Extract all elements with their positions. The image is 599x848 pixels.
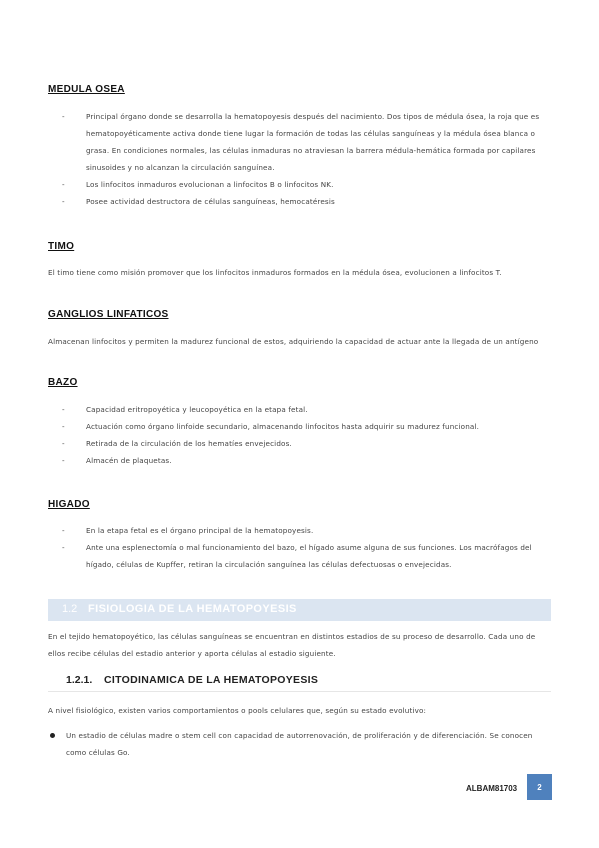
list-higado (62, 522, 552, 573)
page-number: 2 (527, 774, 552, 800)
section-title: FISIOLOGIA DE LA HEMATOPOYESIS (88, 603, 297, 615)
subsection-title: CITODINAMICA DE LA HEMATOPOYESIS (104, 674, 319, 686)
bullet-icon (50, 733, 55, 738)
paragraph-ganglios: Almacenan linfocitos y permiten la madurez funcional de estos, adquiriendo la capacidad de actuar ante la llegada de un antígeno (48, 337, 539, 346)
bullet-list-citodinamica (48, 727, 548, 761)
footer-label: ALBAM81703 (466, 784, 518, 793)
list-item: - Capacidad eritropoyética y leucopoyética en la etapa fetal. (62, 405, 308, 414)
subsection-number: 1.2.1. (66, 674, 93, 686)
section-number: 1.2 (62, 603, 78, 615)
list-item: - Posee actividad destructora de células sanguíneas, hemocatéresis (62, 197, 335, 206)
paragraph-fisiologia: En el tejido hematopoyético, las células sanguíneas se encuentran en distintos estadios de su proceso de desarrollo. Cada uno de ellos recibe células del estadio anterior y aporta células al estadio siguiente. (48, 632, 536, 658)
section-band-fisiologia (48, 599, 551, 621)
heading-higado: HIGADO (48, 499, 90, 510)
list-item: - Ante una esplenectomía o mal funcionamiento del bazo, el hígado asume alguna de sus funciones. Los macrófagos del hígado, células de Kupffer, retiran la circulación sanguínea las células defectuosas o envejecidas. (62, 543, 532, 569)
heading-timo: TIMO (48, 241, 75, 252)
list-medula (62, 108, 552, 210)
heading-ganglios: GANGLIOS LINFATICOS (48, 309, 169, 320)
heading-bazo: BAZO (48, 377, 78, 388)
list-item: - Retirada de la circulación de los hematíes envejecidos. (62, 439, 292, 448)
paragraph-citodinamica: A nivel fisiológico, existen varios comportamientos o pools celulares que, según su estado evolutivo: (48, 706, 427, 715)
list-item: - Actuación como órgano linfoide secundario, almacenando linfocitos hasta adquirir su madurez funcional. (62, 422, 480, 431)
list-item: - Almacén de plaquetas. (62, 456, 172, 465)
list-item: - Los linfocitos inmaduros evolucionan a linfocitos B o linfocitos NK. (62, 180, 334, 189)
subsection-citodinamica (48, 671, 551, 692)
list-item: Un estadio de células madre o stem cell con capacidad de autorrenovación, de proliferación y de diferenciación. Se conocen como células Go. (48, 727, 548, 761)
paragraph-timo: El timo tiene como misión promover que los linfocitos inmaduros formados en la médula ósea, evolucionen a linfocitos T. (48, 268, 502, 277)
heading-medula-osea: MEDULA OSEA (48, 84, 125, 95)
list-bazo (62, 401, 552, 469)
list-item: - Principal órgano donde se desarrolla la hematopoyesis después del nacimiento. Dos tipos de médula ósea, la roja que es hematopoyéticamente activa donde tiene lugar la formación de todas las células sanguíneas y la médula ósea blanca o grasa. En condiciones normales, las células inmaduras no atraviesan la barrera médula-hemática formada por capilares sinusoides y no alcanzan la circulación sanguínea. (62, 112, 540, 172)
list-item: - En la etapa fetal es el órgano principal de la hematopoyesis. (62, 526, 314, 535)
